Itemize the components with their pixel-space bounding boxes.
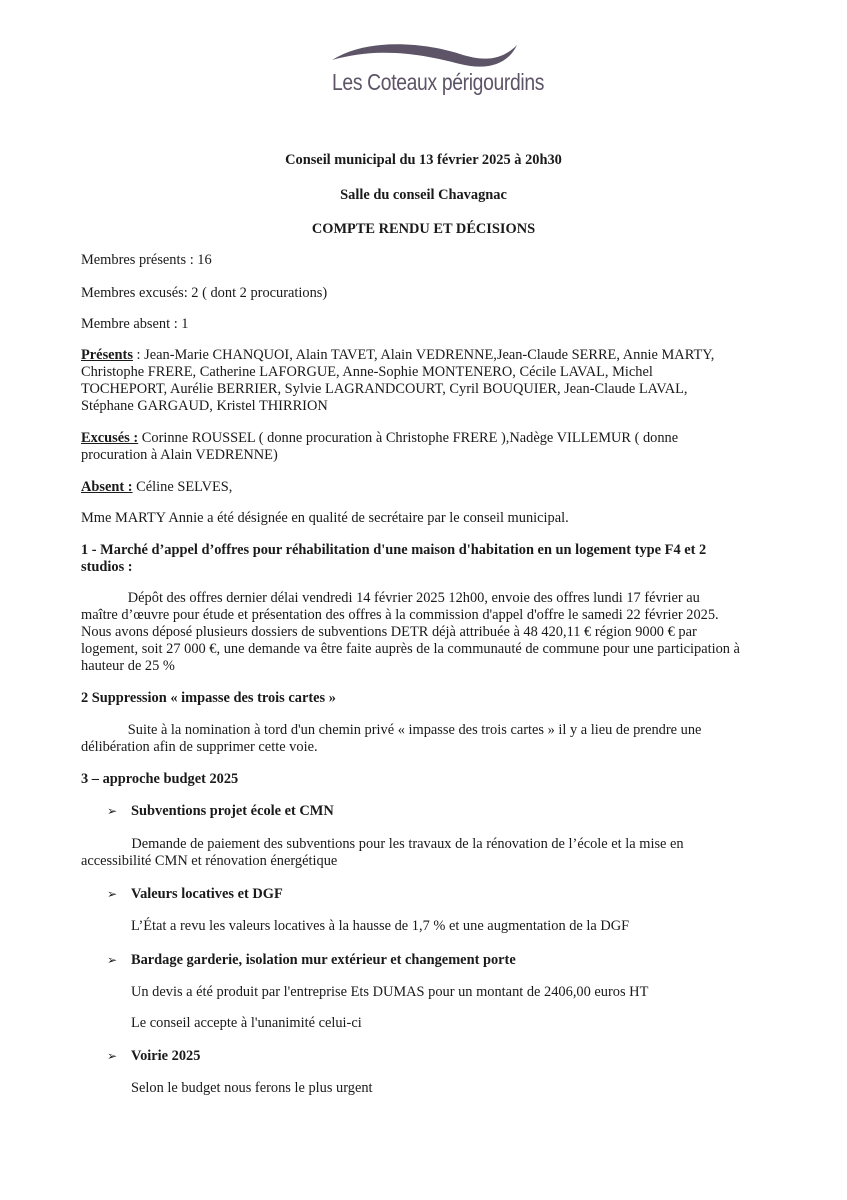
absent-label: Absent : bbox=[81, 479, 133, 495]
item-3-heading: 3 – approche budget 2025 bbox=[81, 771, 239, 787]
item-2-body: délibération afin de supprimer cette voie. bbox=[81, 739, 318, 755]
item-1-body: Dépôt des offres dernier délai vendredi 14 février 2025 12h00, envoie des offres lundi 17 février au bbox=[81, 590, 700, 606]
secretary-note: Mme MARTY Annie a été désignée en qualité de secrétaire par le conseil municipal. bbox=[81, 510, 569, 526]
brand-name: Les Coteaux périgourdins bbox=[332, 69, 545, 95]
subitem-title: Subventions projet école et CMN bbox=[131, 803, 334, 819]
brand-logo bbox=[320, 38, 545, 118]
subitem-body: Le conseil accepte à l'unanimité celui-ci bbox=[131, 1015, 362, 1031]
item-1-heading: 1 - Marché d’appel d’offres pour réhabilitation d'une maison d'habitation en un logement type F4 et 2 bbox=[81, 542, 707, 558]
absent-line: Absent : Céline SELVES, bbox=[81, 479, 233, 495]
item-2-heading: 2 Suppression « impasse des trois cartes » bbox=[81, 690, 336, 706]
present-line: TOCHEPORT, Aurélie BERRIER, Sylvie LAGRANDCOURT, Cyril BOUQUIER, Jean-Claude LAVAL, bbox=[81, 381, 688, 397]
subitem-title: Valeurs locatives et DGF bbox=[131, 886, 283, 902]
subitem-body: accessibilité CMN et rénovation énergétique bbox=[81, 853, 338, 869]
present-label: Présents bbox=[81, 347, 133, 363]
arrow-bullet-icon: ➢ bbox=[107, 953, 118, 967]
subitem-title: Bardage garderie, isolation mur extérieur et changement porte bbox=[131, 952, 516, 968]
subitem-title: Voirie 2025 bbox=[131, 1048, 201, 1064]
excused-label: Excusés : bbox=[81, 430, 139, 446]
item-1-body: maître d’œuvre pour étude et présentation des offres à la commission d'appel d'offre le samedi 22 février 2025. bbox=[81, 607, 719, 623]
subitem-body: Demande de paiement des subventions pour les travaux de la rénovation de l’école et la mise en bbox=[81, 836, 684, 852]
present-count: Membres présents : 16 bbox=[81, 252, 212, 268]
subitem-body: Un devis a été produit par l'entreprise Ets DUMAS pour un montant de 2406,00 euros HT bbox=[131, 984, 649, 1000]
arrow-bullet-icon: ➢ bbox=[107, 887, 118, 901]
meeting-venue: Salle du conseil Chavagnac bbox=[340, 187, 507, 203]
arrow-bullet-icon: ➢ bbox=[107, 1049, 118, 1063]
item-1-heading: studios : bbox=[81, 559, 133, 575]
absent-count: Membre absent : 1 bbox=[81, 316, 189, 332]
document-type: COMPTE RENDU ET DÉCISIONS bbox=[311, 221, 536, 237]
item-1-body: hauteur de 25 % bbox=[81, 658, 175, 674]
excused-count: Membres excusés: 2 ( dont 2 procurations) bbox=[81, 285, 328, 301]
item-1-body: logement, soit 27 000 €, une demande va être faite auprès de la communauté de commune pour une participation à bbox=[81, 641, 740, 657]
present-line: Stéphane GARGAUD, Kristel THIRRION bbox=[81, 398, 328, 414]
subitem-body: L’État a revu les valeurs locatives à la hausse de 1,7 % et une augmentation de la DGF bbox=[131, 918, 630, 934]
item-2-body: Suite à la nomination à tord d'un chemin privé « impasse des trois cartes » il y a lieu de prendre une bbox=[81, 722, 702, 738]
item-1-body: Nous avons déposé plusieurs dossiers de subventions DETR déjà attribuée à 48 420,11 € région 9000 € par bbox=[81, 624, 697, 640]
subitem-body: Selon le budget nous ferons le plus urgent bbox=[131, 1080, 373, 1096]
present-line: Présents : Jean-Marie CHANQUOI, Alain TAVET, Alain VEDRENNE,Jean-Claude SERRE, Annie MARTY, bbox=[81, 347, 715, 363]
excused-line: Excusés : Corinne ROUSSEL ( donne procuration à Christophe FRERE ),Nadège VILLEMUR ( donne bbox=[81, 430, 679, 446]
meeting-title: Conseil municipal du 13 février 2025 à 20h30 bbox=[285, 152, 562, 168]
present-line: Christophe FRERE, Catherine LAFORGUE, Anne-Sophie MONTENERO, Cécile LAVAL, Michel bbox=[81, 364, 653, 380]
arrow-bullet-icon: ➢ bbox=[107, 804, 118, 818]
excused-line: procuration à Alain VEDRENNE) bbox=[81, 447, 278, 463]
